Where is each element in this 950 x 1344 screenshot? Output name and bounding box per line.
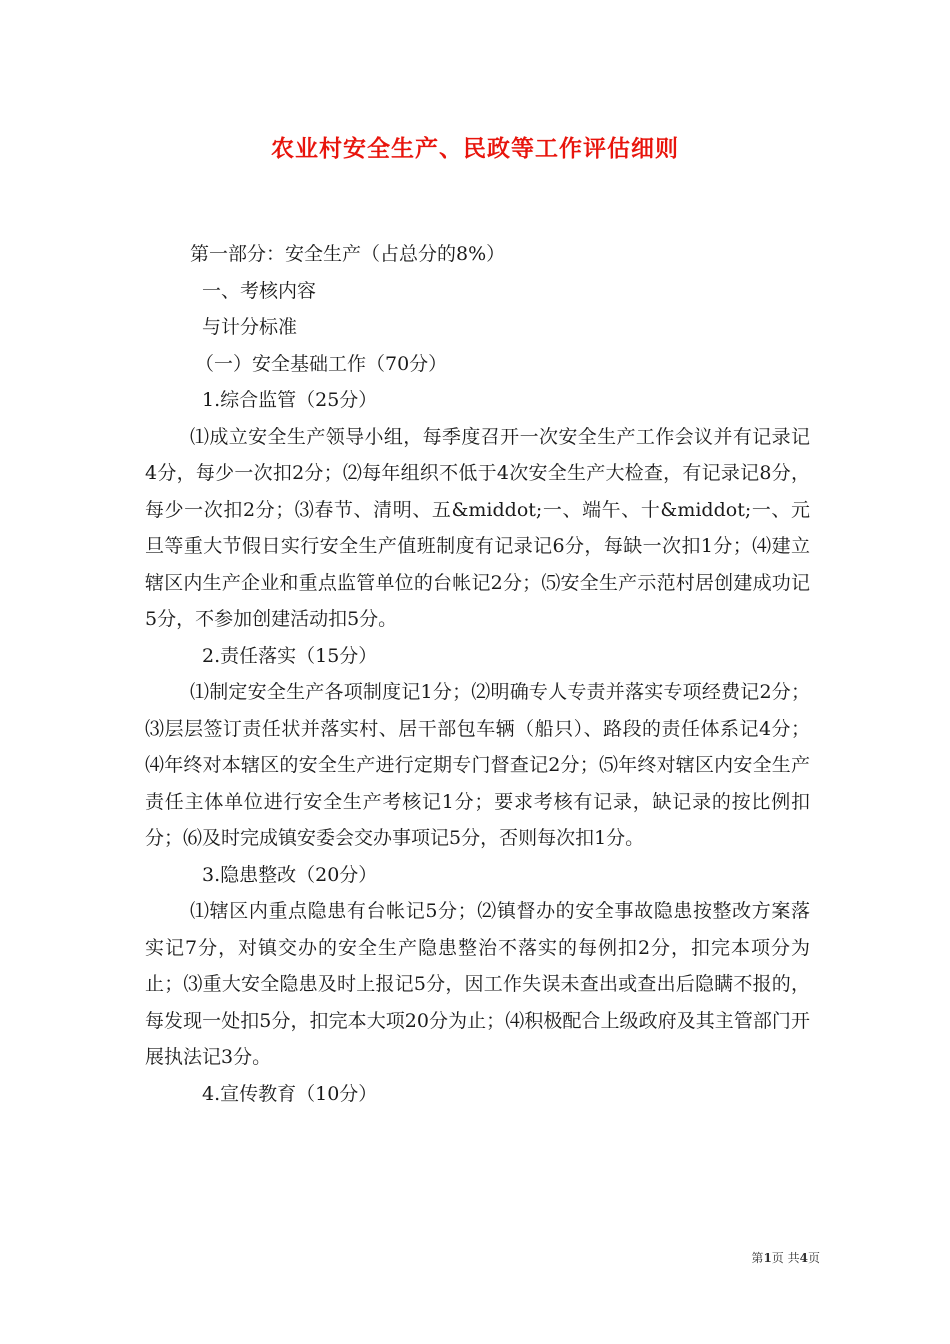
subsection-heading: （一）安全基础工作（70分） bbox=[195, 352, 448, 375]
item-4-heading: 4.宣传教育（10分） bbox=[202, 1082, 378, 1105]
footer-suffix: 页 bbox=[807, 1251, 820, 1265]
document-title: 农业村安全生产、民政等工作评估细则 bbox=[271, 135, 679, 162]
footer-middle: 页 共 bbox=[771, 1251, 800, 1265]
part-heading: 第一部分：安全生产（占总分的8%） bbox=[190, 243, 506, 265]
footer-total-pages: 4 bbox=[799, 1251, 808, 1265]
item-2-paragraph: ⑴制定安全生产各项制度记1分；⑵明确专人专责并落实专项经费记2分；⑶层层签订责任状并落实村、居干部包车辆（船只）、路段的责任体系记4分；⑷年终对本辖区的安全生产进行定期专门督查记2分；⑸年终对辖区内安全生产责任主体单位进行安全生产考核记1分；要求考核有记录，缺记录的按比例扣分；⑹及时完成镇安委会交办事项记5分，否则每次扣1分。 bbox=[145, 681, 810, 849]
item-1-paragraph: ⑴成立安全生产领导小组，每季度召开一次安全生产工作会议并有记录记4分，每少一次扣2分；⑵每年组织不低于4次安全生产大检查，有记录记8分，每少一次扣2分；⑶春节、清明、五&middot;一、端午、十&middot;一、元旦等重大节假日实行安全生产值班制度有记录记6分，每缺一次扣1分；⑷建立辖区内生产企业和重点监管单位的台帐记2分；⑸安全生产示范村居创建成功记5分，不参加创建活动扣5分。 bbox=[145, 425, 810, 630]
item-2-heading: 2.责任落实（15分） bbox=[202, 644, 378, 667]
item-1-heading: 1.综合监管（25分） bbox=[202, 389, 378, 411]
document-body bbox=[145, 236, 810, 1112]
item-3-heading: 3.隐患整改（20分） bbox=[202, 863, 378, 886]
footer-page-number: 1 bbox=[763, 1251, 772, 1265]
section-heading: 一、考核内容 bbox=[202, 279, 317, 302]
item-3-paragraph: ⑴辖区内重点隐患有台帐记5分；⑵镇督办的安全事故隐患按整改方案落实记7分，对镇交办的安全生产隐患整治不落实的每例扣2分，扣完本项分为止；⑶重大安全隐患及时上报记5分，因工作失误未查出或查出后隐瞒不报的，每发现一处扣5分，扣完本大项20分为止；⑷积极配合上级政府及其主管部门开展执法记3分。 bbox=[145, 900, 810, 1068]
page-footer bbox=[680, 1249, 820, 1266]
footer-prefix: 第 bbox=[751, 1251, 764, 1265]
section-heading-continued: 与计分标准 bbox=[202, 316, 298, 338]
